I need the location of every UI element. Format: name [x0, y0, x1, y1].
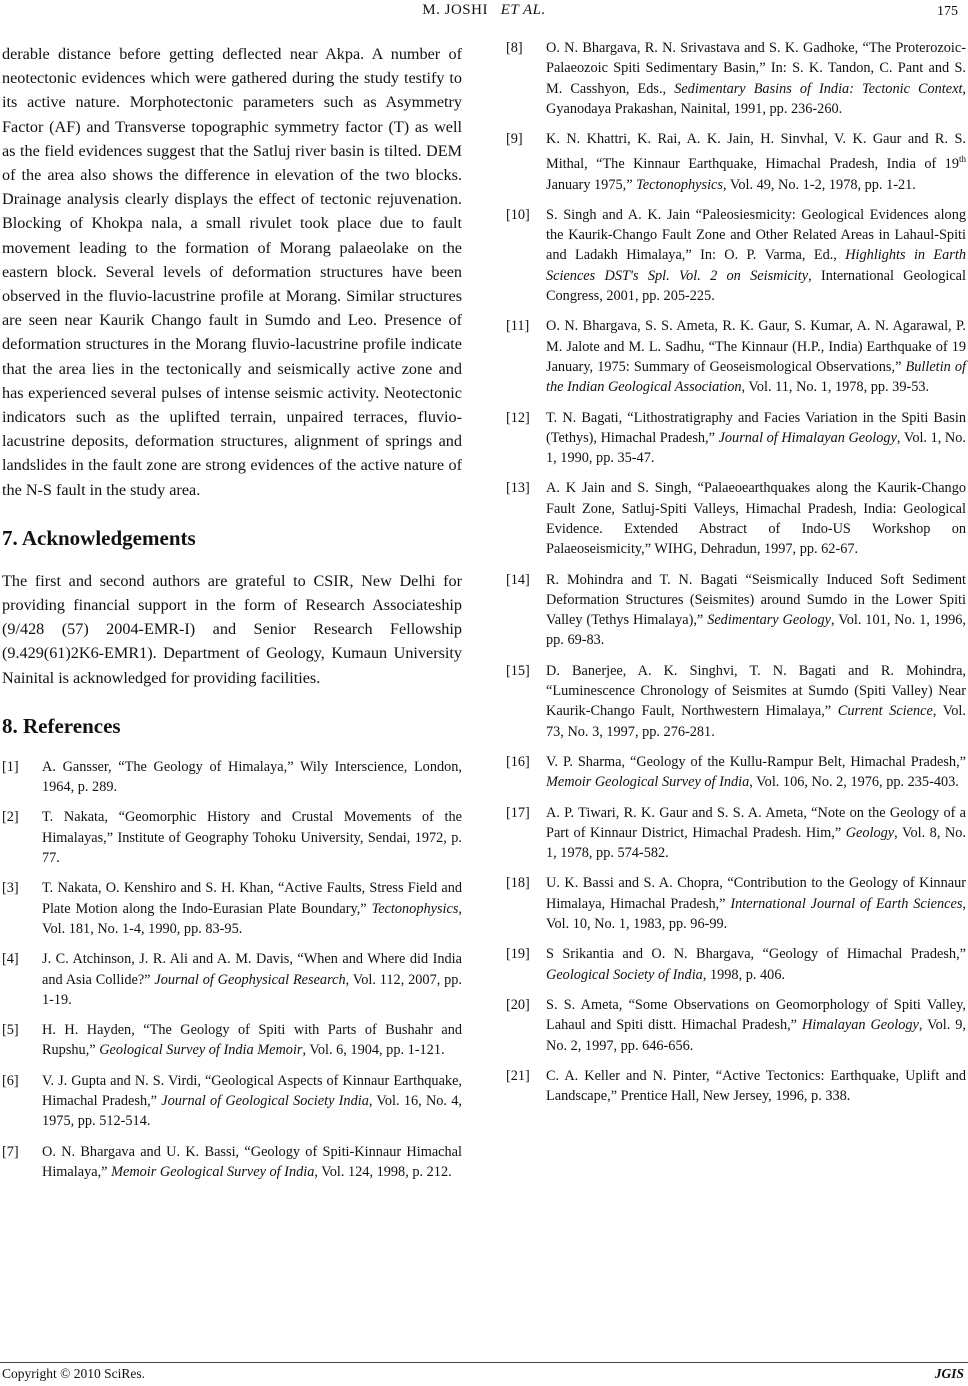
reference-number: [1]: [2, 758, 19, 775]
reference-item: [2, 757, 462, 798]
reference-text: A. P. Tiwari, R. K. Gaur and S. S. A. Ameta, “Note on the Geology of a Part of Kinnaur District, Himachal Pradesh. Him,” Geology, Vol. 8, No. 1, 1978, pp. 574-582.: [546, 804, 966, 862]
reference-text: S Srikantia and O. N. Bhargava, “Geology of Himachal Pradesh,” Geological Society of India, 1998, p. 406.: [546, 946, 966, 983]
reference-source: Geology: [845, 824, 895, 841]
reference-number: [6]: [2, 1072, 19, 1089]
reference-text: A. K Jain and S. Singh, “Palaeoearthquakes along the Kaurik-Chango Fault Zone, Satluj-Spiti Valleys, Himachal Pradesh, India: Geological Evidence. Extended Abstract of Indo-US Workshop on Palaeoseismicity,” WIHG, Dehradun, 1997, pp. 62-67.: [546, 480, 966, 558]
reference-source: Memoir Geological Survey of India: [111, 1163, 315, 1180]
reference-text: H. H. Hayden, “The Geology of Spiti with Parts of Bushahr and Rupshu,” Geological Survey of India Memoir, Vol. 6, 1904, pp. 1-121.: [42, 1022, 462, 1059]
reference-item: [506, 1066, 966, 1107]
references-list-left: [2, 757, 462, 1182]
reference-item: [506, 205, 966, 306]
reference-item: [506, 995, 966, 1056]
references-list-right: [506, 38, 966, 1106]
reference-source: Current Science: [837, 703, 933, 720]
reference-source: Geological Society of India: [546, 966, 703, 983]
reference-item: [506, 408, 966, 469]
reference-text: O. N. Bhargava, R. N. Srivastava and S. K. Gadhoke, “The Proterozoic-Palaeozoic Spiti Sedimentary Basin,” In: S. K. Tandon, C. Pant and S. M. Casshyon, Eds., Sedimentary Basins of India: Tectonic Context, Gyanodaya Prakashan, Nainital, 1991, pp. 236-260.: [546, 40, 966, 117]
reference-item: [506, 38, 966, 119]
reference-text: C. A. Keller and N. Pinter, “Active Tectonics: Earthquake, Uplift and Landscape,” Prentice Hall, New Jersey, 1996, p. 338.: [546, 1067, 966, 1105]
reference-source: Sedimentary Basins of India: Tectonic Context: [674, 80, 963, 97]
reference-item: [2, 878, 462, 939]
reference-item: [2, 949, 462, 1010]
reference-text: V. P. Sharma, “Geology of the Kullu-Rampur Belt, Himachal Pradesh,” Memoir Geological Survey of India, Vol. 106, No. 2, 1976, pp. 235-403.: [546, 753, 966, 791]
reference-source: Bulletin of the Indian Geological Association: [546, 358, 966, 396]
running-head-authors: [0, 2, 968, 19]
reference-item: [506, 661, 966, 742]
reference-source: Tectonophysics: [636, 176, 723, 193]
reference-text: K. N. Khattri, K. Rai, A. K. Jain, H. Sinvhal, V. K. Gaur and R. S. Mithal, “The Kinnaur Earthquake, Himachal Pradesh, India of 19th January 1975,” Tectonophysics, Vol. 49, No. 1-2, 1978, pp. 1-21.: [546, 131, 966, 193]
conclusion-paragraph: derable distance before getting deflected near Akpa. A number of neotectonic evidences which were gathered during the study testify to its active nature. Morphotectonic parameters such as Asymmetry Factor (AF) and Transverse topographic symmetry factor (T) as well as the field evidences suggest that the Satluj river basin is tilted. DEM of the area also shows the difference in elevation of the two blocks. Drainage analysis clearly displays the effect of tectonic rejuvenation. Blocking of Khokpa nala, a small rivulet took place due to fault movement leading to the formation of Morang palaeolake on the eastern block. Several levels of deformation structures have been observed in the fluvio-lacustrine profile at Morang. Similar structures are seen near Kaurik Chango fault in Sumdo and Leo. Presence of deformation structures in the Morang fluvio-lacustrine profile indicate that the area lies in the tectonically and seismically active zone and has experienced several pulses of intense seismic activity. Neotectonic indicators such as the uplifted terrain, unpaired terraces, fluvio-lacustrine deposits, deformation structures, alignment of springs and landslides in the fault zone are strong evidences of the active nature of the N-S fault in the study area.: [2, 45, 462, 499]
author-et-al: ET AL.: [500, 2, 546, 18]
running-head: [0, 2, 968, 24]
reference-item: [2, 807, 462, 868]
reference-text: J. C. Atchinson, J. R. Ali and A. M. Davis, “When and Where did India and Asia Collide?” Journal of Geophysical Research, Vol. 112, 2007, pp. 1-19.: [42, 951, 462, 1008]
reference-number: [10]: [506, 206, 530, 223]
copyright-notice: Copyright © 2010 SciRes.: [2, 1366, 146, 1381]
reference-source: Journal of Geological Society India: [161, 1093, 369, 1110]
reference-source: Sedimentary Geology: [707, 612, 831, 629]
reference-number: [21]: [506, 1067, 530, 1084]
reference-superscript: th: [958, 154, 966, 165]
reference-item: [506, 570, 966, 651]
reference-text: S. Singh and A. K. Jain “Paleosiesmicity: Geological Evidences along the Kaurik-Chango Fault Zone and Other Related Areas in Lahaul-Spiti and Ladakh Himalaya,” In: O. P. Varma, Ed., Highlights in Earth Sciences DST's Spl. Vol. 2 on Seismicity, International Geological Congress, 2001, pp. 205-225.: [546, 206, 966, 305]
reference-item: [506, 316, 966, 397]
reference-text: S. S. Ameta, “Some Observations on Geomorphology of Spiti Valley, Lahaul and Spiti distt. Himachal Pradesh,” Himalayan Geology, Vol. 9, No. 2, 1997, pp. 646-656.: [546, 996, 966, 1054]
reference-number: [14]: [506, 571, 530, 588]
reference-item: [506, 873, 966, 934]
reference-number: [4]: [2, 951, 19, 968]
author-name: M. JOSHI: [422, 2, 488, 18]
right-column: [506, 38, 966, 1116]
footer-divider: [0, 1362, 968, 1363]
reference-number: [15]: [506, 662, 530, 679]
left-column: [2, 42, 462, 1192]
page-number: 175: [937, 4, 958, 19]
reference-item: [506, 752, 966, 793]
reference-number: [20]: [506, 996, 530, 1013]
reference-source: Memoir Geological Survey of India: [546, 774, 750, 791]
reference-text: D. Banerjee, A. K. Singhvi, T. N. Bagati and R. Mohindra, “Luminescence Chronology of Seismites at Sumdo (Spiti Valley) Near Kaurik-Chango Fault, Northwestern Himalaya,” Current Science, Vol. 73, No. 3, 1997, pp. 276-281.: [546, 662, 966, 740]
reference-text: V. J. Gupta and N. S. Virdi, “Geological Aspects of Kinnaur Earthquake, Himachal Pradesh,” Journal of Geological Society India, Vol. 16, No. 4, 1975, pp. 512-514.: [42, 1072, 462, 1130]
reference-number: [19]: [506, 946, 530, 963]
reference-number: [12]: [506, 409, 530, 426]
reference-item: [2, 1071, 462, 1132]
reference-item: [506, 478, 966, 559]
reference-text: T. Nakata, “Geomorphic History and Crustal Movements of the Himalayas,” Institute of Geography Tohoku University, Sendai, 1972, p. 77.: [42, 809, 462, 867]
reference-source: International Journal of Earth Sciences: [730, 895, 963, 912]
reference-item: [506, 129, 966, 195]
reference-text: R. Mohindra and T. N. Bagati “Seismically Induced Soft Sediment Deformation Structures (Seismites) around Sumdo in the Lower Spiti Valley (Tethys Himalaya),” Sedimentary Geology, Vol. 101, No. 1, 1996, pp. 69-83.: [546, 571, 966, 649]
reference-source: Geological Survey of India Memoir: [99, 1042, 303, 1059]
acknowledgements-text: The first and second authors are grateful to CSIR, New Delhi for providing financial support in the form of Research Associateship (9/428 (57) 2004-EMR-I) and Senior Research Fellowship (9.429(61)2K6-EMR1). Department of Geology, Kumaun University Nainital is acknowledged for providing facilities.: [2, 571, 462, 687]
references-heading: 8. References: [2, 713, 121, 738]
reference-source: Journal of Geophysical Research: [154, 971, 346, 988]
reference-number: [13]: [506, 480, 530, 497]
reference-source: Journal of Himalayan Geology: [718, 429, 897, 446]
reference-text: A. Gansser, “The Geology of Himalaya,” Wily Interscience, London, 1964, p. 289.: [42, 758, 462, 796]
reference-number: [7]: [2, 1143, 19, 1160]
acknowledgements-heading: 7. Acknowledgements: [2, 525, 196, 550]
reference-item: [2, 1020, 462, 1061]
reference-number: [9]: [506, 131, 523, 148]
reference-number: [11]: [506, 318, 530, 335]
reference-item: [506, 803, 966, 864]
reference-text: O. N. Bhargava and U. K. Bassi, “Geology of Spiti-Kinnaur Himachal Himalaya,” Memoir Geological Survey of India, Vol. 124, 1998, p. 212.: [42, 1143, 462, 1180]
reference-number: [8]: [506, 40, 523, 56]
reference-number: [17]: [506, 804, 530, 821]
reference-text: T. Nakata, O. Kenshiro and S. H. Khan, “Active Faults, Stress Field and Plate Motion along the Indo-Eurasian Plate Boundary,” Tectonophysics, Vol. 181, No. 1-4, 1990, pp. 83-95.: [42, 880, 462, 937]
reference-text: O. N. Bhargava, S. S. Ameta, R. K. Gaur, S. Kumar, A. N. Agarawal, P. M. Jalote and M. L. Sadhu, “The Kinnaur (H.P., India) Earthquake of 19 January, 1975: Summary of Geoseismological Observations,” Bulletin of the Indian Geological Association, Vol. 11, No. 1, 1978, pp. 39-53.: [546, 318, 966, 396]
reference-number: [3]: [2, 880, 19, 897]
reference-source: Tectonophysics: [371, 900, 459, 917]
reference-number: [16]: [506, 753, 530, 770]
reference-source: Highlights in Earth Sciences DST's Spl. Vol. 2 on Seismicity: [546, 247, 966, 284]
reference-number: [2]: [2, 809, 19, 826]
reference-number: [18]: [506, 875, 530, 892]
journal-name: JGIS: [934, 1366, 964, 1381]
reference-item: [506, 944, 966, 985]
reference-item: [2, 1142, 462, 1183]
reference-number: [5]: [2, 1022, 19, 1039]
reference-text: T. N. Bagati, “Lithostratigraphy and Facies Variation in the Spiti Basin (Tethys), Himachal Pradesh,” Journal of Himalayan Geology, Vol. 1, No. 1, 1990, pp. 35-47.: [546, 409, 966, 467]
reference-text: U. K. Bassi and S. A. Chopra, “Contribution to the Geology of Kinnaur Himalaya, Himachal Pradesh,” International Journal of Earth Sciences, Vol. 10, No. 1, 1983, pp. 96-99.: [546, 875, 966, 933]
reference-source: Himalayan Geology: [801, 1017, 919, 1034]
